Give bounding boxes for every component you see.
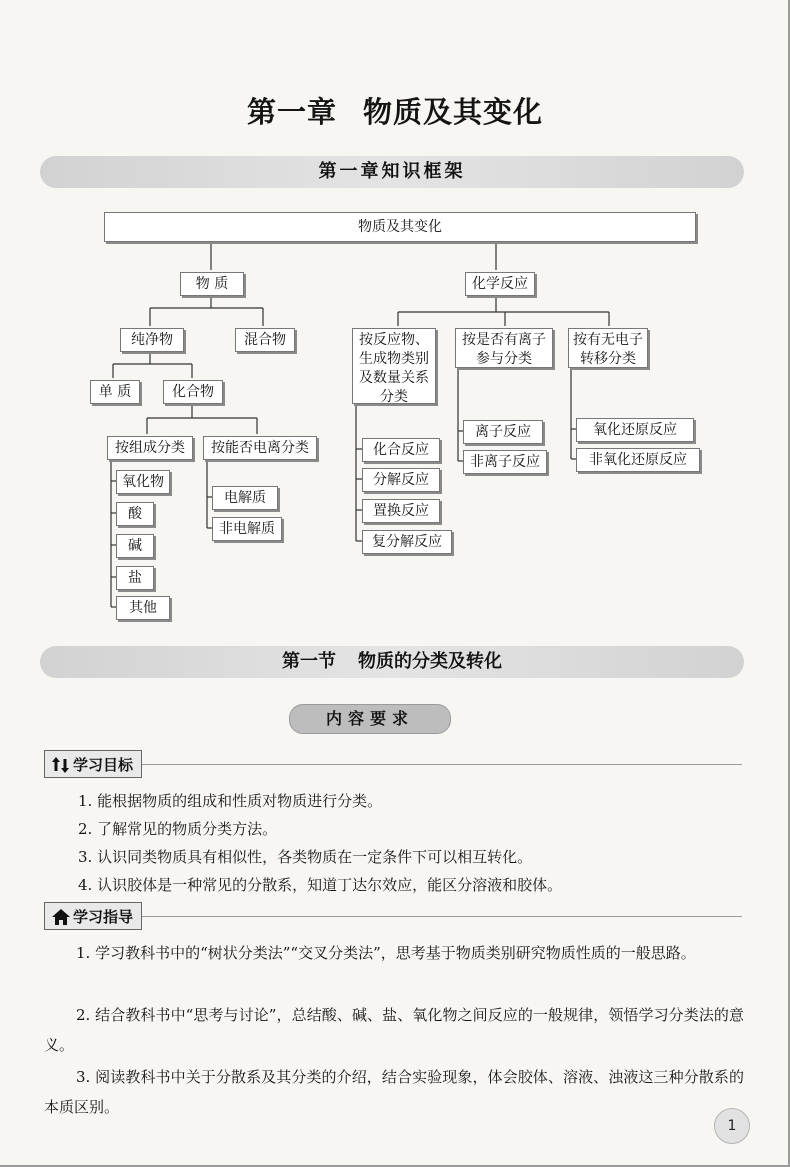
home-icon [51,907,71,927]
node-by-electrons: 按有无电子 转移分类 [568,328,648,368]
goal-item: 1. 能根据物质的组成和性质对物质进行分类。 [78,792,383,810]
framework-band: 第一章知识框架 [40,156,744,188]
node-displacement-reaction: 置换反应 [362,499,440,523]
node-base: 碱 [116,534,154,558]
goal-item: 3. 认识同类物质具有相似性，各类物质在一定条件下可以相互转化。 [78,848,533,866]
page-number: 1 [714,1108,750,1144]
guide-item: 1. 学习教科书中的“树状分类法”“交叉分类法”，思考基于物质类别研究物质性质的一般思路。 [76,944,696,962]
node-decomposition-reaction: 分解反应 [362,468,440,492]
tree-root: 物质及其变化 [104,212,696,242]
guide-label: 学习指导 [44,902,142,930]
node-non-electrolyte: 非电解质 [212,517,282,541]
node-by-reactants: 按反应物、 生成物类别 及数量关系 分类 [352,328,436,404]
section-band: 第一节 物质的分类及转化 [40,646,744,678]
goals-label: 学习目标 [44,750,142,778]
node-by-composition: 按组成分类 [107,436,193,460]
guide-item: 3. 阅读教科书中关于分散系及其分类的介绍，结合实验现象，体会胶体、溶液、浊液这三种分散系的本质区别。 [44,1068,744,1116]
requirements-badge: 内容要求 [289,704,451,734]
chapter-title: 第一章 物质及其变化 [246,95,544,129]
node-electrolyte: 电解质 [212,486,278,510]
node-compound: 化合物 [163,380,223,404]
node-combination-reaction: 化合反应 [362,438,440,462]
up-down-arrow-icon [51,755,71,775]
node-matter: 物 质 [180,272,244,296]
node-pure-substance: 纯净物 [120,328,184,352]
node-element: 单 质 [90,380,140,404]
goal-item: 2. 了解常见的物质分类方法。 [78,820,278,838]
node-redox-reaction: 氧化还原反应 [576,418,694,442]
node-other: 其他 [116,596,170,620]
node-mixture: 混合物 [235,328,295,352]
node-ionic-reaction: 离子反应 [463,420,543,444]
node-non-ionic-reaction: 非离子反应 [463,450,547,474]
node-salt: 盐 [116,566,154,590]
goal-item: 4. 认识胶体是一种常见的分散系，知道丁达尔效应，能区分溶液和胶体。 [78,876,563,894]
node-by-ionization: 按能否电离分类 [203,436,317,460]
node-by-ions: 按是否有离子 参与分类 [455,328,553,368]
guide-item: 2. 结合教科书中“思考与讨论”，总结酸、碱、盐、氧化物之间反应的一般规律，领悟学习分类法的意义。 [44,1006,744,1054]
node-double-decomposition: 复分解反应 [362,530,452,554]
node-non-redox-reaction: 非氧化还原反应 [576,448,700,472]
node-oxide: 氧化物 [116,470,170,494]
goals-divider [142,764,742,765]
node-acid: 酸 [116,502,154,526]
node-chemical-reaction: 化学反应 [465,272,535,296]
guide-divider [142,916,742,917]
